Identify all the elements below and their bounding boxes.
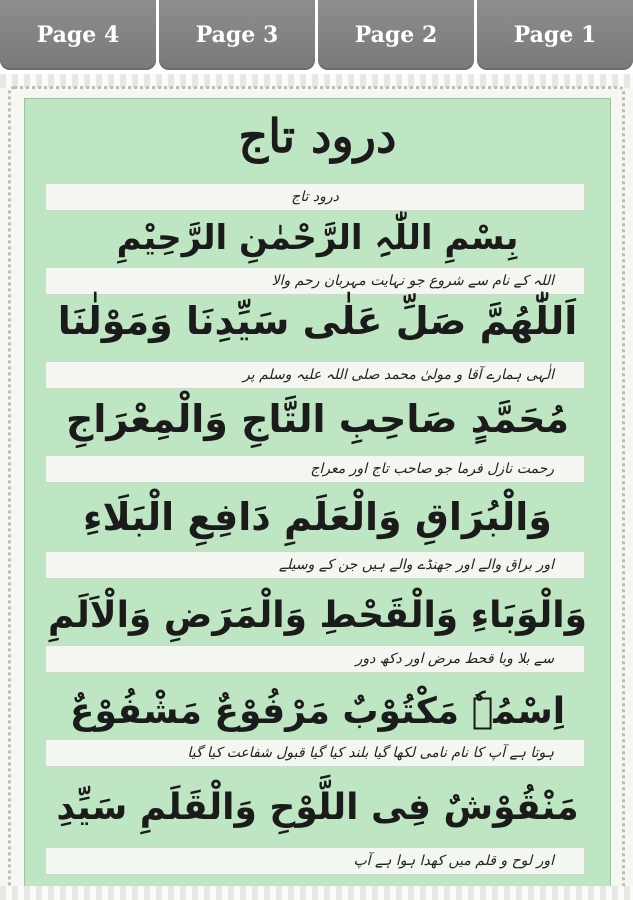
arabic-line-4: وَالْبُرَاقِ وَالْعَلَمِ دَافِعِ الْبَلَاءِ: [83, 495, 552, 539]
translation-line-2: الٰہی ہمارے آقا و مولیٰ محمد صلی اللہ علیہ وسلم پر: [45, 361, 585, 389]
page-tab-bar: [0, 0, 633, 72]
prayer-page: [24, 98, 611, 888]
arabic-line-7: مَنْقُوْشٌ فِی اللَّوْحِ وَالْقَلَمِ سَیِّدِ: [56, 787, 579, 828]
arabic-line-2: اَللّٰھُمَّ صَلِّ عَلٰی سَیِّدِنَا وَمَوْلٰنَا: [57, 299, 578, 343]
translation-line-7: اور لوح و قلم میں کھدا ہوا ہے آپ: [45, 847, 585, 875]
translation-line-4: اور براق والے اور جھنڈے والے ہیں جن کے وسیلے: [45, 551, 585, 579]
translation-line-6: ہوتا ہے آپ کا نام نامی لکھا گیا بلند کیا گیا قبول شفاعت کیا گیا: [45, 739, 585, 767]
arabic-line-6: اِسْمُہٗ مَكْتُوْبٌ مَرْفُوْعٌ مَشْفُوْعٌ: [69, 691, 566, 732]
title-translation-strip: درود تاج: [45, 183, 585, 211]
arabic-line-5: وَالْوَبَاءِ وَالْقَحْطِ وَالْمَرَضِ وَالْاَلَمِ: [48, 595, 587, 636]
tab-page-1[interactable]: Page 1: [477, 0, 633, 70]
translation-line-5: سے بلا وبا قحط مرض اور دکھ دور: [45, 645, 585, 673]
translation-line-1: اللہ کے نام سے شروع جو نہایت مہربان رحم والا: [45, 267, 585, 295]
page-title: درود تاج: [238, 109, 397, 163]
page-edge-bottom: [0, 886, 633, 900]
tab-page-4[interactable]: Page 4: [0, 0, 156, 70]
tab-page-3[interactable]: Page 3: [159, 0, 315, 70]
page-scan: [0, 74, 633, 900]
arabic-line-1: بِسْمِ اللّٰہِ الرَّحْمٰنِ الرَّحِیْمِ: [116, 218, 519, 258]
tab-page-2[interactable]: Page 2: [318, 0, 474, 70]
translation-line-3: رحمت نازل فرما جو صاحب تاج اور معراج: [45, 455, 585, 483]
arabic-line-3: مُحَمَّدٍ صَاحِبِ التَّاجِ وَالْمِعْرَاجِ: [66, 397, 569, 441]
